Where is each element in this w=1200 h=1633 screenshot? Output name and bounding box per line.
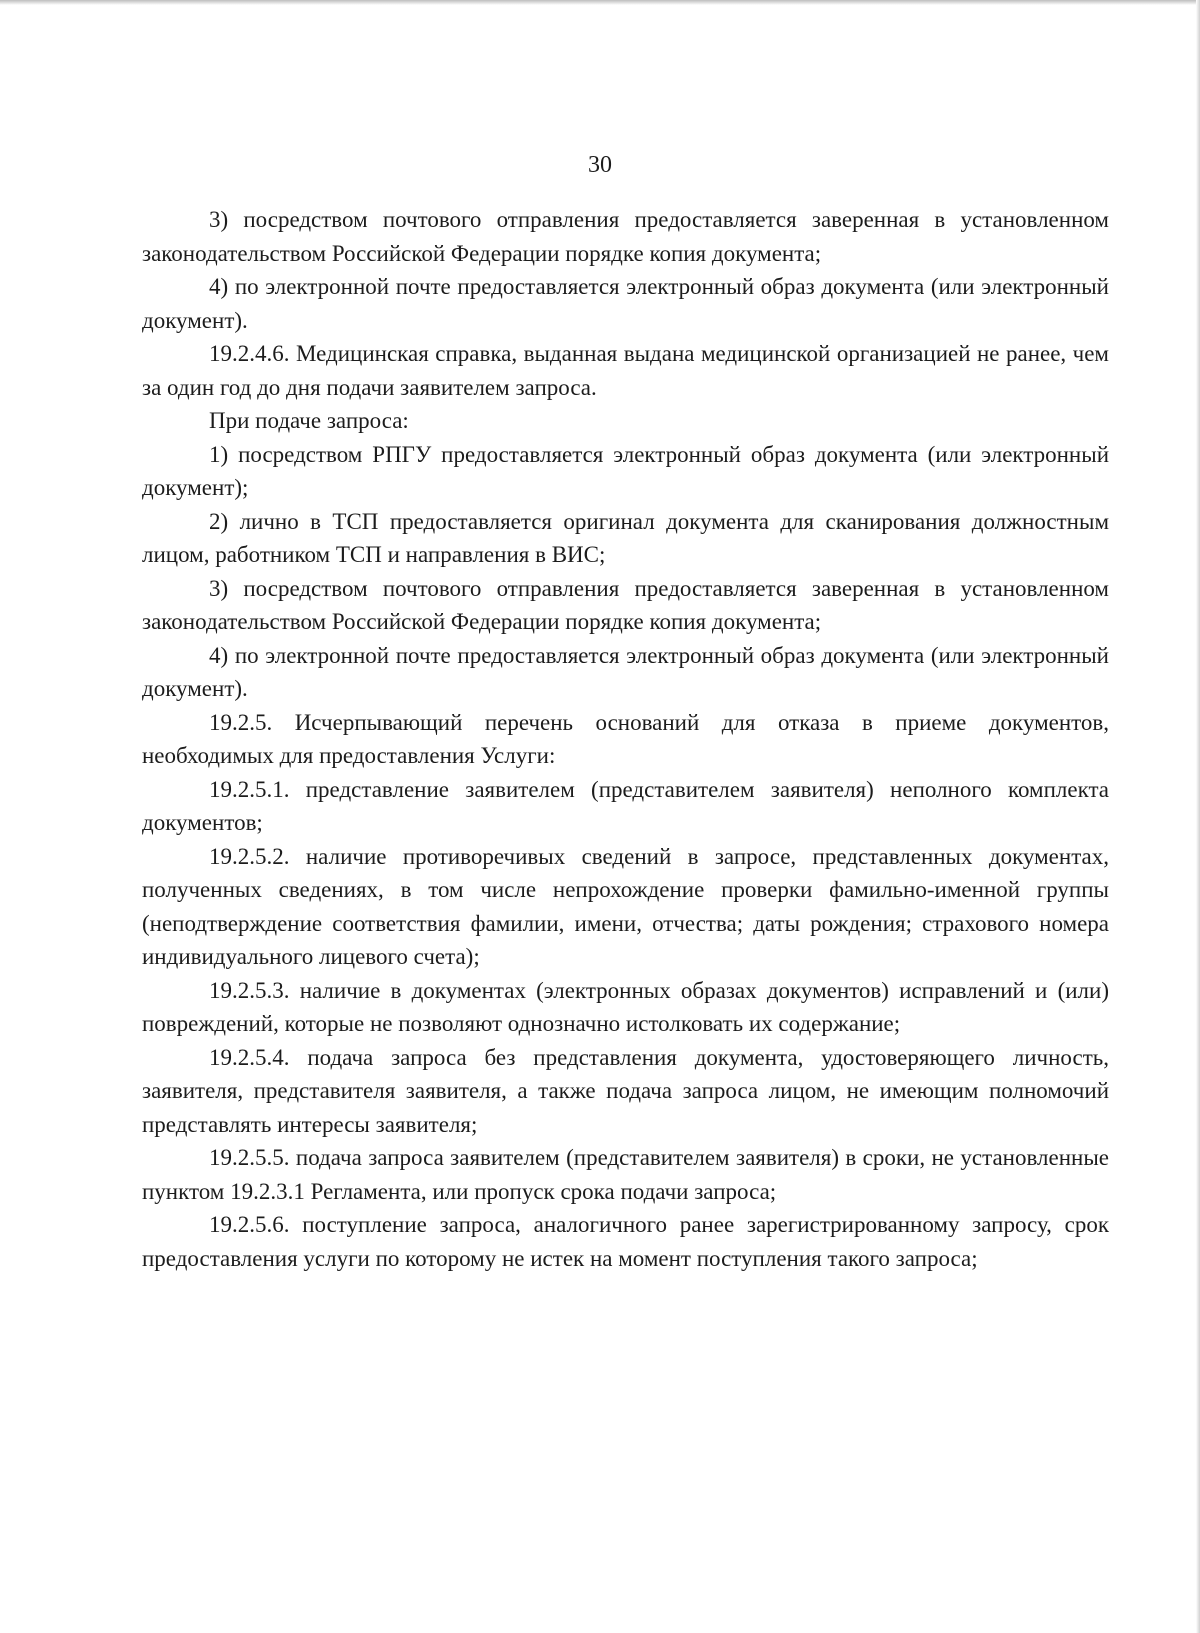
paragraph-clause-19-2-5-3: 19.2.5.3. наличие в документах (электронных образах документов) исправлений и (или) повреждений, которые не позволяют однозначно истолковать их содержание; xyxy=(142,977,1109,1036)
paragraph-clause-19-2-5-4: 19.2.5.4. подача запроса без представления документа, удостоверяющего личность, заявителя, представителя заявителя, а также подача запроса лицом, не имеющим полномочий представлять интересы заявителя; xyxy=(142,1044,1109,1137)
paragraph-clause-19-2-5-2: 19.2.5.2. наличие противоречивых сведений в запросе, представленных документах, полученных сведениях, в том числе непрохождение проверки фамильно-именной группы (неподтверждение соответствия фамилии, имени, отчества; даты рождения; страхового номера индивидуального лицевого счета); xyxy=(142,843,1109,969)
scan-edge-top xyxy=(0,0,1200,5)
paragraph-clause-19-2-4-6: 19.2.4.6. Медицинская справка, выданная выдана медицинской организацией не ранее, чем за один год до дня подачи заявителем запроса. xyxy=(142,341,1109,400)
paragraph-item-3-postal: 3) посредством почтового отправления предоставляется заверенная в установленном законодательством Российской Федерации порядке копия документа; xyxy=(142,207,1109,266)
paragraph-item-1-rpgu: 1) посредством РПГУ предоставляется электронный образ документа (или электронный документ); xyxy=(142,441,1109,500)
page-number: 30 xyxy=(588,152,612,178)
paragraph-item-4-email-2: 4) по электронной почте предоставляется электронный образ документа (или электронный документ). xyxy=(142,642,1109,701)
paragraph-submission-intro: При подаче запроса: xyxy=(209,408,409,433)
paragraph-clause-19-2-5-5: 19.2.5.5. подача запроса заявителем (представителем заявителя) в сроки, не установленные пунктом 19.2.3.1 Регламента, или пропуск срока подачи запроса; xyxy=(142,1145,1109,1204)
scan-edge-right xyxy=(1196,0,1200,1633)
paragraph-item-3-postal-2: 3) посредством почтового отправления предоставляется заверенная в установленном законодательством Российской Федерации порядке копия документа; xyxy=(142,575,1109,634)
document-body xyxy=(142,203,1109,1275)
paragraph-item-4-email: 4) по электронной почте предоставляется электронный образ документа (или электронный документ). xyxy=(142,274,1109,333)
paragraph-clause-19-2-5-1: 19.2.5.1. представление заявителем (представителем заявителя) неполного комплекта документов; xyxy=(142,776,1109,835)
paragraph-item-2-in-person: 2) лично в ТСП предоставляется оригинал документа для сканирования должностным лицом, работником ТСП и направления в ВИС; xyxy=(142,508,1109,567)
paragraph-clause-19-2-5-6: 19.2.5.6. поступление запроса, аналогичного ранее зарегистрированному запросу, срок предоставления услуги по которому не истек на момент поступления такого запроса; xyxy=(142,1212,1109,1271)
paragraph-clause-19-2-5: 19.2.5. Исчерпывающий перечень оснований для отказа в приеме документов, необходимых для предоставления Услуги: xyxy=(142,709,1109,768)
